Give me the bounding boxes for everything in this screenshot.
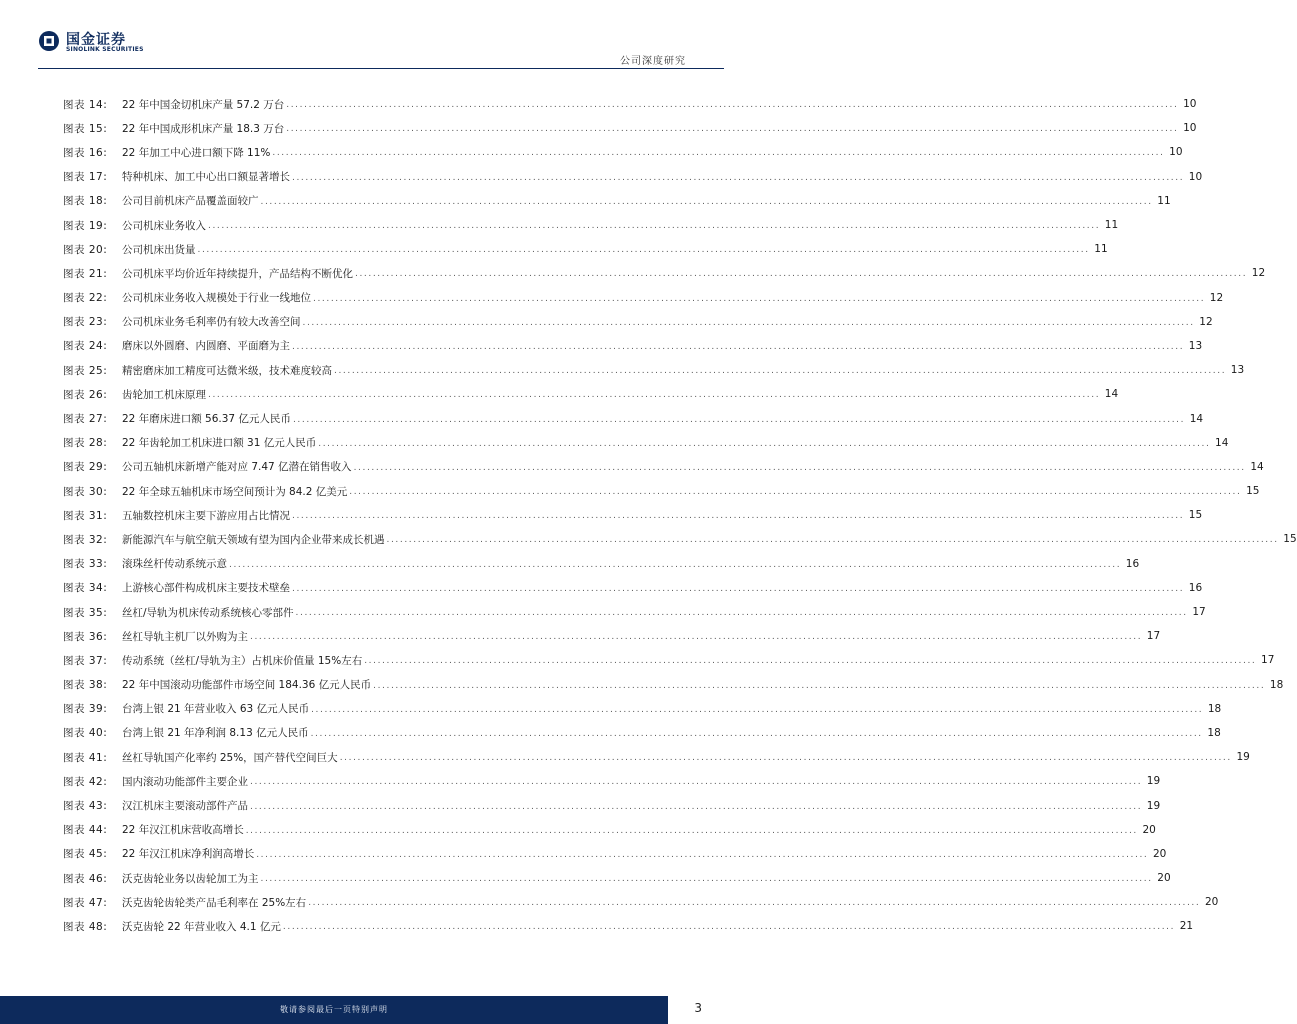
toc-entry-title: 精密磨床加工精度可达微米级，技术难度较高 [122, 364, 332, 377]
toc-entry-label: 图表 47: [63, 896, 108, 909]
toc-entry[interactable] [63, 382, 1119, 406]
toc-entry-label: 图表 39: [63, 703, 108, 716]
toc-entry-page: 14 [1215, 436, 1229, 449]
toc-entry[interactable] [63, 914, 1194, 938]
toc-entry-title: 新能源汽车与航空航天领域有望为国内企业带来成长机遇 [122, 533, 385, 546]
toc-entry-title: 滚珠丝杆传动系统示意 [122, 558, 227, 571]
toc-entry[interactable] [63, 527, 1297, 551]
toc-leader-dots: ........................................................................................................................................................................................................ [229, 559, 1122, 570]
toc-leader-dots: ........................................................................................................................................................................................................ [292, 511, 1185, 522]
toc-entry-title: 公司五轴机床新增产能对应 7.47 亿潜在销售收入 [122, 461, 352, 474]
toc-entry-label: 图表 34: [63, 582, 108, 595]
toc-entry-page: 10 [1183, 122, 1197, 135]
toc-entry-page: 19 [1146, 775, 1161, 788]
toc-entry-page: 15 [1283, 533, 1297, 546]
toc-entry[interactable] [63, 793, 1161, 817]
footer-disclaimer: 敬请参阅最后一页特别声明 [280, 1005, 388, 1014]
toc-entry-label: 图表 22: [63, 292, 108, 305]
toc-leader-dots: ........................................................................................................................................................................................................ [250, 777, 1143, 788]
toc-entry-label: 图表 45: [63, 848, 108, 861]
toc-entry-page: 19 [1146, 799, 1161, 812]
toc-entry-label: 图表 19: [63, 219, 108, 232]
toc-entry-title: 公司机床出货量 [122, 243, 196, 256]
toc-leader-dots: ........................................................................................................................................................................................................ [339, 753, 1232, 764]
toc-leader-dots: ........................................................................................................................................................................................................ [286, 124, 1179, 135]
toc-entry-page: 11 [1157, 194, 1171, 207]
toc-entry-title: 公司机床业务毛利率仍有较大改善空间 [122, 316, 301, 329]
toc-entry[interactable] [63, 673, 1284, 697]
page-footer [0, 994, 724, 1024]
toc-entry-page: 14 [1104, 388, 1119, 401]
toc-leader-dots: ........................................................................................................................................................................................................ [292, 341, 1185, 352]
toc-entry-title: 汉江机床主要滚动部件产品 [122, 800, 248, 813]
toc-entry-page: 11 [1104, 219, 1119, 232]
toc-entry-label: 图表 44: [63, 824, 108, 837]
toc-leader-dots: ........................................................................................................................................................................................................ [292, 172, 1185, 183]
toc-entry-title: 22 年中国金切机床产量 57.2 万台 [122, 98, 285, 111]
toc-entry-label: 图表 14: [63, 98, 108, 111]
toc-entry-label: 图表 28: [63, 437, 108, 450]
page-header [0, 0, 724, 70]
toc-leader-dots: ........................................................................................................................................................................................................ [310, 728, 1203, 739]
toc-entry-label: 图表 33: [63, 558, 108, 571]
brand-logo [38, 28, 148, 58]
toc-leader-dots: ........................................................................................................................................................................................................ [250, 632, 1143, 643]
toc-entry-title: 台湾上银 21 年营业收入 63 亿元人民币 [122, 703, 310, 716]
toc-leader-dots: ........................................................................................................................................................................................................ [272, 148, 1165, 159]
toc-entry-title: 五轴数控机床主要下游应用占比情况 [122, 509, 290, 522]
toc-entry[interactable] [63, 697, 1222, 721]
toc-entry[interactable] [63, 576, 1203, 600]
toc-entry-label: 图表 31: [63, 509, 108, 522]
toc-leader-dots: ........................................................................................................................................................................................................ [349, 487, 1242, 498]
header-divider [38, 68, 724, 69]
toc-entry-label: 图表 21: [63, 267, 108, 280]
toc-entry-title: 22 年汉江机床净利润高增长 [122, 848, 255, 861]
toc-entry-page: 17 [1192, 606, 1206, 619]
toc-entry-title: 公司机床业务收入规模处于行业一线地位 [122, 292, 311, 305]
toc-entry-page: 10 [1169, 146, 1183, 159]
brand-name-en: SINOLINK SECURITIES [66, 46, 144, 53]
toc-entry-page: 14 [1250, 460, 1264, 473]
toc-entry-page: 16 [1125, 557, 1140, 570]
toc-entry-title: 国内滚动功能部件主要企业 [122, 775, 248, 788]
toc-entry-label: 图表 23: [63, 316, 108, 329]
toc-entry-page: 20 [1157, 872, 1171, 885]
toc-entry-label: 图表 41: [63, 751, 108, 764]
toc-entry[interactable] [63, 552, 1140, 576]
toc-leader-dots: ........................................................................................................................................................................................................ [386, 535, 1279, 546]
toc-leader-dots: ........................................................................................................................................................................................................ [334, 366, 1227, 377]
toc-leader-dots: ........................................................................................................................................................................................................ [260, 874, 1153, 885]
toc-entry-page: 15 [1246, 485, 1260, 498]
toc-leader-dots: ........................................................................................................................................................................................................ [282, 922, 1176, 933]
toc-entry-label: 图表 40: [63, 727, 108, 740]
toc-entry[interactable] [63, 431, 1229, 455]
toc-entry[interactable] [63, 334, 1203, 358]
toc-entry-page: 14 [1189, 412, 1204, 425]
toc-entry-title: 22 年中国滚动功能部件市场空间 184.36 亿元人民币 [122, 679, 372, 692]
toc-leader-dots: ........................................................................................................................................................................................................ [373, 680, 1266, 691]
toc-entry-page: 12 [1199, 315, 1213, 328]
toc-entry-label: 图表 25: [63, 364, 108, 377]
toc-entry-page: 19 [1236, 751, 1250, 764]
toc-entry-title: 沃克齿轮 22 年营业收入 4.1 亿元 [122, 920, 281, 933]
toc-entry[interactable] [63, 503, 1203, 527]
toc-entry-title: 齿轮加工机床原理 [122, 388, 206, 401]
toc-entry[interactable] [63, 648, 1275, 672]
toc-entry-title: 公司目前机床产品覆盖面较广 [122, 195, 259, 208]
toc-entry-page: 13 [1230, 364, 1245, 377]
toc-entry[interactable] [63, 818, 1156, 842]
toc-entry[interactable] [63, 286, 1224, 310]
toc-entry[interactable] [63, 721, 1221, 745]
toc-entry-page: 20 [1153, 847, 1167, 860]
toc-entry-title: 公司机床平均价近年持续提升，产品结构不断优化 [122, 267, 353, 280]
toc-entry-title: 台湾上银 21 年净利润 8.13 亿元人民币 [122, 727, 309, 740]
toc-entry-page: 13 [1188, 339, 1203, 352]
toc-entry-title: 22 年汉江机床营收高增长 [122, 824, 244, 837]
toc-leader-dots: ........................................................................................................................................................................................................ [302, 317, 1195, 328]
toc-entry[interactable] [63, 624, 1161, 648]
toc-entry-title: 传动系统（丝杠/导轨为主）占机床价值量 15%左右 [122, 654, 363, 667]
toc-entry-page: 11 [1094, 243, 1108, 256]
toc-entry-title: 丝杠导轨国产化率约 25%，国产替代空间巨大 [122, 751, 338, 764]
toc-entry-label: 图表 32: [63, 533, 108, 546]
toc-leader-dots: ........................................................................................................................................................................................................ [353, 462, 1246, 473]
toc-entry[interactable] [63, 358, 1245, 382]
toc-entry-label: 图表 24: [63, 340, 108, 353]
toc-leader-dots: ........................................................................................................................................................................................................ [286, 100, 1179, 111]
toc-entry[interactable] [63, 890, 1219, 914]
toc-entry-label: 图表 27: [63, 413, 108, 426]
toc-entry-label: 图表 48: [63, 920, 108, 933]
toc-entry[interactable] [63, 189, 1171, 213]
toc-entry-label: 图表 35: [63, 606, 108, 619]
toc-entry-label: 图表 16: [63, 146, 108, 159]
toc-leader-dots: ........................................................................................................................................................................................................ [260, 196, 1153, 207]
toc-entry-page: 18 [1207, 702, 1222, 715]
toc-leader-dots: ........................................................................................................................................................................................................ [250, 801, 1143, 812]
toc-entry-title: 22 年磨床进口额 56.37 亿元人民币 [122, 413, 291, 426]
toc-entry-page: 10 [1183, 98, 1197, 111]
toc-entry-page: 10 [1188, 170, 1203, 183]
toc-leader-dots: ........................................................................................................................................................................................................ [295, 608, 1188, 619]
toc-leader-dots: ........................................................................................................................................................................................................ [355, 269, 1248, 280]
toc-entry-page: 17 [1146, 630, 1161, 643]
toc-entry-title: 沃克齿轮齿轮类产品毛利率在 25%左右 [122, 896, 307, 909]
toc-entry[interactable] [63, 479, 1260, 503]
toc-entry[interactable] [63, 406, 1204, 430]
toc-entry[interactable] [63, 237, 1108, 261]
toc-entry[interactable] [63, 455, 1264, 479]
brand-logo-icon [38, 30, 60, 52]
brand-name-cn: 国金证券 [66, 32, 126, 48]
toc-entry[interactable] [63, 745, 1250, 769]
toc-entry-label: 图表 17: [63, 171, 108, 184]
toc-entry[interactable] [63, 140, 1183, 164]
toc-entry-label: 图表 36: [63, 630, 108, 643]
toc-entry-label: 图表 18: [63, 195, 108, 208]
toc-entry[interactable] [63, 92, 1197, 116]
toc-entry-page: 12 [1209, 291, 1224, 304]
toc-entry-page: 17 [1261, 654, 1275, 667]
document-type: 公司深度研究 [620, 56, 686, 67]
toc-entry[interactable] [63, 769, 1161, 793]
figure-index [63, 92, 1297, 939]
toc-leader-dots: ........................................................................................................................................................................................................ [311, 704, 1204, 715]
toc-leader-dots: ........................................................................................................................................................................................................ [308, 898, 1201, 909]
page-number: 3 [694, 1001, 702, 1015]
toc-entry[interactable] [63, 165, 1203, 189]
toc-entry[interactable] [63, 600, 1206, 624]
toc-entry-page: 20 [1142, 823, 1156, 836]
toc-leader-dots: ........................................................................................................................................................................................................ [364, 656, 1257, 667]
toc-entry-page: 21 [1179, 920, 1194, 933]
toc-entry-page: 15 [1188, 509, 1203, 522]
toc-entry-title: 丝杠导轨主机厂以外购为主 [122, 630, 248, 643]
toc-leader-dots: ........................................................................................................................................................................................................ [208, 390, 1101, 401]
toc-entry-title: 22 年加工中心进口额下降 11% [122, 146, 271, 159]
toc-entry[interactable] [63, 261, 1266, 285]
toc-entry-label: 图表 26: [63, 388, 108, 401]
toc-entry-label: 图表 42: [63, 775, 108, 788]
toc-leader-dots: ........................................................................................................................................................................................................ [292, 583, 1185, 594]
toc-entry-label: 图表 30: [63, 485, 108, 498]
toc-entry-label: 图表 43: [63, 800, 108, 813]
toc-entry[interactable] [63, 310, 1213, 334]
toc-entry-label: 图表 15: [63, 122, 108, 135]
toc-leader-dots: ........................................................................................................................................................................................................ [245, 825, 1138, 836]
toc-leader-dots: ........................................................................................................................................................................................................ [313, 293, 1206, 304]
toc-entry[interactable] [63, 866, 1171, 890]
toc-entry-title: 沃克齿轮业务以齿轮加工为主 [122, 872, 259, 885]
toc-leader-dots: ........................................................................................................................................................................................................ [292, 414, 1186, 425]
toc-leader-dots: ........................................................................................................................................................................................................ [197, 245, 1090, 256]
toc-entry-title: 22 年全球五轴机床市场空间预计为 84.2 亿美元 [122, 485, 348, 498]
toc-entry-title: 公司机床业务收入 [122, 219, 206, 232]
toc-entry-label: 图表 38: [63, 679, 108, 692]
toc-entry-title: 丝杠/导轨为机床传动系统核心零部件 [122, 606, 294, 619]
toc-entry-page: 18 [1269, 678, 1284, 691]
toc-entry-page: 16 [1188, 581, 1203, 594]
toc-entry-page: 12 [1251, 267, 1266, 280]
toc-leader-dots: ........................................................................................................................................................................................................ [208, 221, 1101, 232]
toc-entry-title: 22 年齿轮加工机床进口额 31 亿元人民币 [122, 437, 317, 450]
toc-entry-title: 特种机床、加工中心出口额显著增长 [122, 171, 290, 184]
toc-entry-label: 图表 20: [63, 243, 108, 256]
toc-entry[interactable] [63, 213, 1119, 237]
toc-entry-page: 20 [1204, 896, 1219, 909]
toc-entry[interactable] [63, 842, 1167, 866]
toc-entry-title: 磨床以外圆磨、内圆磨、平面磨为主 [122, 340, 290, 353]
toc-entry[interactable] [63, 116, 1197, 140]
toc-entry-label: 图表 29: [63, 461, 108, 474]
toc-entry-title: 22 年中国成形机床产量 18.3 万台 [122, 122, 285, 135]
toc-entry-title: 上游核心部件构成机床主要技术壁垒 [122, 582, 290, 595]
toc-entry-label: 图表 37: [63, 654, 108, 667]
toc-leader-dots: ........................................................................................................................................................................................................ [318, 438, 1211, 449]
toc-leader-dots: ........................................................................................................................................................................................................ [256, 849, 1149, 860]
toc-entry-label: 图表 46: [63, 872, 108, 885]
toc-entry-page: 18 [1207, 726, 1221, 739]
